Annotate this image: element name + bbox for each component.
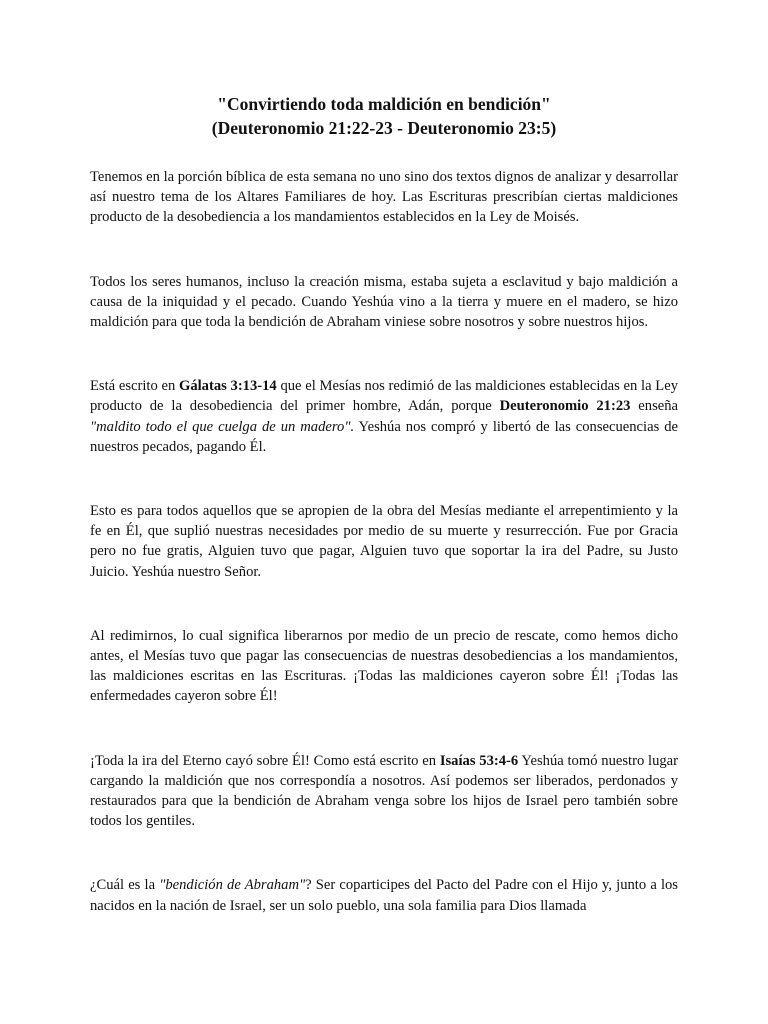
paragraph-6-text-2: Yeshúa tomó nuestro lugar cargando la maldición que nos correspondía a nosotros. Así podemos ser liberados, perdonados y restaurados para que la bendición de Abraham venga sobre los hijos de Israel pero también sobre todos los gentiles. [90,752,678,830]
document-title [90,92,678,140]
paragraph-2: Todos los seres humanos, incluso la creación misma, estaba sujeta a esclavitud y bajo maldición a causa de la iniquidad y el pecado. Cuando Yeshúa vino a la tierra y muere en el madero, se hizo maldición para que toda la bendición de Abraham viniese sobre nosotros y sobre nuestros hijos. [90,273,678,331]
paragraph-4: Esto es para todos aquellos que se apropien de la obra del Mesías mediante el arrepentimiento y la fe en Él, que suplió nuestras necesidades por medio de su muerte y resurrección. Fue por Gracia pero no fue gratis, Alguien tuvo que pagar, Alguien tuvo que soportar la ira del Padre, su Justo Juicio. Yeshúa nuestro Señor. [90,503,678,580]
paragraph-6 [90,751,678,832]
scripture-ref-galatas: Gálatas 3:13-14 [178,378,277,395]
paragraph-3-text-3: enseña [630,398,678,415]
paragraph-7-text-1: ¿Cuál es la [90,877,160,894]
title-line-1: "Convirtiendo toda maldición en bendición" [217,94,551,114]
paragraph-1: Tenemos en la porción bíblica de esta semana no uno sino dos textos dignos de analizar y desarrollar así nuestro tema de los Altares Familiares de hoy. Las Escrituras prescribían ciertas maldiciones producto de la desobediencia a los mandamientos establecidos en la Ley de Moisés. [90,169,678,226]
paragraph-3-text-2: que el Mesías nos redimió de las maldiciones establecidas en la Ley producto de la desobediencia del primer hombre, Adán, porque [90,378,678,415]
paragraph-5: Al redimirnos, lo cual significa liberarnos por medio de un precio de rescate, como hemos dicho antes, el Mesías tuvo que pagar las consecuencias de nuestras desobediencias a los mandamientos, las maldiciones escritas en las Escrituras. ¡Todas las maldiciones cayeron sobre Él! ¡Todas las enfermedades cayeron sobre Él! [90,627,678,705]
scripture-ref-deuteronomio: Deuteronomio 21:23 [499,398,631,415]
paragraph-6-text-1: ¡Toda la ira del Eterno cayó sobre Él! Como está escrito en [90,752,440,769]
paragraph-3 [90,376,678,457]
paragraph-3-text-4: Yeshúa nos compró y libertó de las consecuencias de nuestros pecados, pagando Él. [90,418,678,455]
document-page [90,92,678,960]
quote-bendicion-abraham: "bendición de Abraham" [159,877,306,894]
paragraph-7-text-2: ? Ser coparticipes del Pacto del Padre con el Hijo y, junto a los nacidos en la nación de Israel, ser un solo pueblo, una sola familia para Dios llamada [90,877,678,914]
scripture-ref-isaias: Isaías 53:4-6 [439,752,519,769]
quote-maldito: "maldito todo el que cuelga de un madero". [90,418,355,435]
paragraph-3-text-1: Está escrito en [90,378,179,395]
title-line-2: (Deuteronomio 21:22-23 - Deuteronomio 23:5) [211,118,557,138]
paragraph-7 [90,875,678,915]
